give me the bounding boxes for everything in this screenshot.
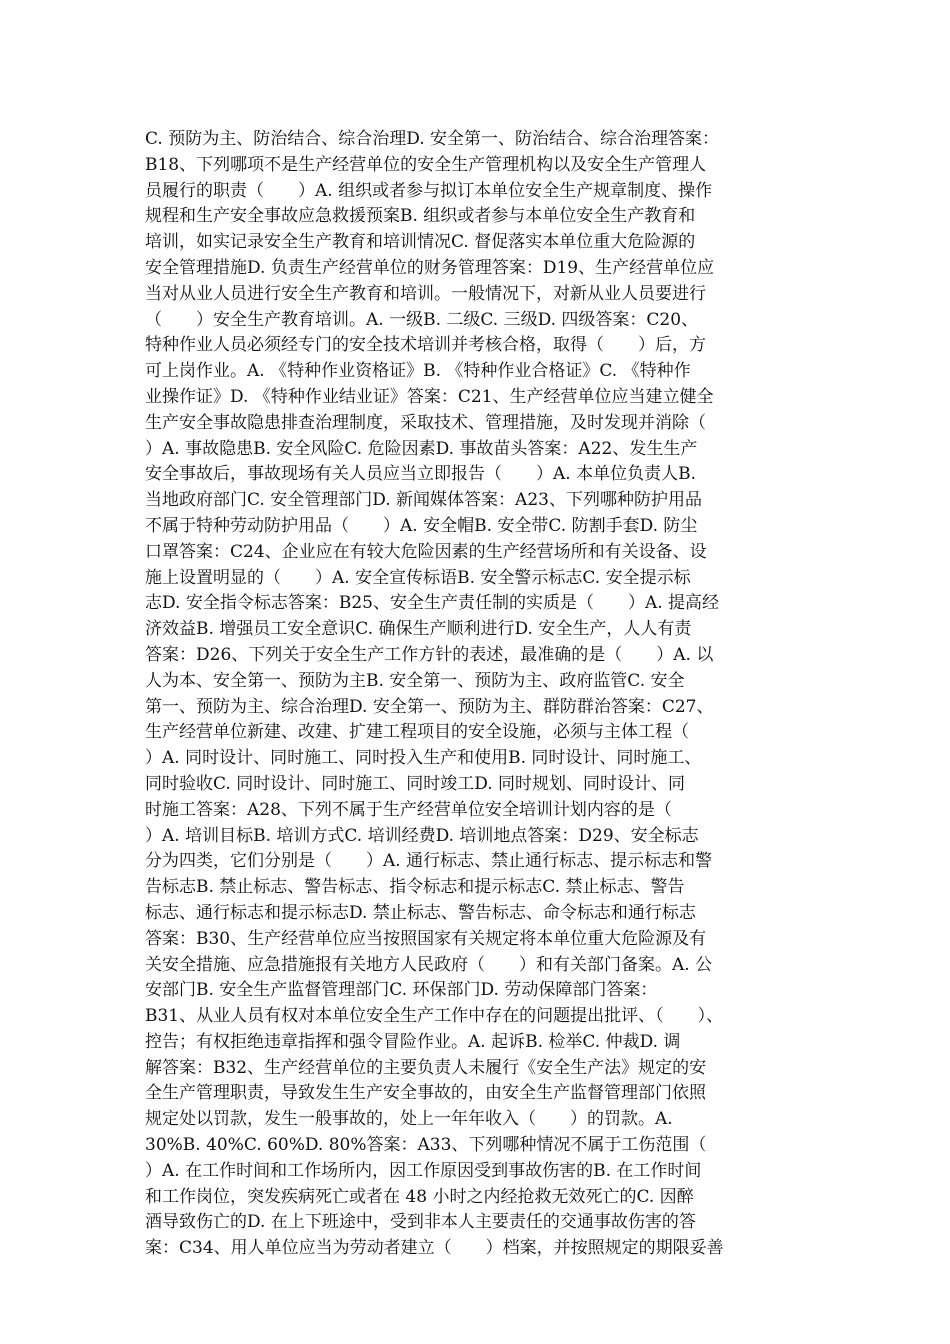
text-line: （ ）安全生产教育培训。A. 一级B. 二级C. 三级D. 四级答案：C20、 (145, 309, 699, 330)
text-line: 规定处以罚款，发生一般事故的，处上一年年收入（ ）的罚款。A. (145, 1109, 673, 1130)
text-line: 口罩答案：C24、企业应在有较大危险因素的生产经营场所和有关设备、设 (145, 541, 707, 562)
text-line: 时施工答案：A28、下列不属于生产经营单位安全培训计划内容的是（ (145, 799, 672, 820)
text-line: 志D. 安全指令标志答案：B25、安全生产责任制的实质是（ ）A. 提高经 (145, 593, 720, 614)
text-line: 当对从业人员进行安全生产教育和培训。一般情况下，对新从业人员要进行 (145, 283, 706, 304)
text-line: 人为本、安全第一、预防为主B. 安全第一、预防为主、政府监管C. 安全 (145, 670, 685, 691)
text-line: 当地政府部门C. 安全管理部门D. 新闻媒体答案：A23、下列哪种防护用品 (145, 490, 702, 511)
text-line: 安全事故后，事故现场有关人员应当立即报告（ ）A. 本单位负责人B. (145, 464, 696, 485)
text-line: 答案：B30、生产经营单位应当按照国家有关规定将本单位重大危险源及有 (145, 928, 707, 949)
text-line: 生产安全事故隐患排查治理制度，采取技术、管理措施，及时发现并消除（ (145, 412, 706, 433)
text-line: 答案：D26、下列关于安全生产工作方针的表述，最准确的是（ ）A. 以 (145, 644, 714, 665)
text-line: 第一、预防为主、综合治理D. 安全第一、预防为主、群防群治答案：C27、 (145, 696, 714, 717)
text-line: 全生产管理职责，导致发生生产安全事故的，由安全生产监督管理部门依照 (145, 1083, 706, 1104)
text-line: 控告；有权拒绝违章指挥和强令冒险作业。A. 起诉B. 检举C. 仲裁D. 调 (145, 1031, 681, 1052)
text-line: 施上设置明显的（ ）A. 安全宣传标语B. 安全警示标志C. 安全提示标 (145, 567, 691, 588)
text-line: B31、从业人员有权对本单位安全生产工作中存在的问题提出批评、（ ）、 (145, 1006, 724, 1027)
text-line: 济效益B. 增强员工安全意识C. 确保生产顺利进行D. 安全生产，人人有责 (145, 619, 692, 640)
text-line: 员履行的职责（ ）A. 组织或者参与拟订本单位安全生产规章制度、操作 (145, 180, 713, 201)
text-line: 安全管理措施D. 负责生产经营单位的财务管理答案：D19、生产经营单位应 (145, 257, 715, 278)
text-line: 不属于特种劳动防护用品（ ）A. 安全帽B. 安全带C. 防割手套D. 防尘 (145, 515, 698, 536)
text-line: 分为四类，它们分别是（ ）A. 通行标志、禁止通行标志、提示标志和警 (145, 851, 713, 872)
text-line: 酒导致伤亡的D. 在上下班途中，受到非本人主要责任的交通事故伤害的答 (145, 1212, 696, 1233)
text-line: 案：C34、用人单位应当为劳动者建立（ ）档案，并按照规定的期限妥善 (145, 1238, 724, 1259)
text-line: 特种作业人员必须经专门的安全技术培训并考核合格，取得（ ）后，方 (145, 335, 706, 356)
text-line: 生产经营单位新建、改建、扩建工程项目的安全设施，必须与主体工程（ (145, 722, 689, 743)
text-line: ）A. 培训目标B. 培训方式C. 培训经费D. 培训地点答案：D29、安全标志 (145, 825, 699, 846)
text-line: 安部门B. 安全生产监督管理部门C. 环保部门D. 劳动保障部门答案： (145, 980, 658, 1001)
text-line: 可上岗作业。A. 《特种作业资格证》B. 《特种作业合格证》C. 《特种作 (145, 361, 691, 382)
text-line: ）A. 在工作时间和工作场所内，因工作原因受到事故伤害的B. 在工作时间 (145, 1160, 702, 1181)
text-line: C. 预防为主、防治结合、综合治理D. 安全第一、防治结合、综合治理答案： (145, 129, 720, 149)
text-line: 标志、通行标志和提示标志D. 禁止标志、警告标志、命令标志和通行标志 (145, 902, 696, 923)
text-line: ）A. 同时设计、同时施工、同时投入生产和使用B. 同时设计、同时施工、 (145, 748, 702, 769)
text-line: 同时验收C. 同时设计、同时施工、同时竣工D. 同时规划、同时设计、同 (145, 773, 686, 794)
text-line: 关安全措施、应急措施报有关地方人民政府（ ）和有关部门备案。A. 公 (145, 954, 713, 975)
text-line: 告标志B. 禁止标志、警告标志、指令标志和提示标志C. 禁止标志、警告 (145, 877, 685, 898)
text-line: 业操作证》D. 《特种作业结业证》答案：C21、生产经营单位应当建立健全 (145, 386, 714, 407)
text-line: B18、下列哪项不是生产经营单位的安全生产管理机构以及安全生产管理人 (145, 154, 707, 175)
text-line: 培训，如实记录安全生产教育和培训情况C. 督促落实本单位重大危险源的 (145, 232, 696, 253)
text-line: 解答案：B32、生产经营单位的主要负责人未履行《安全生产法》规定的安 (145, 1057, 707, 1078)
text-line: 和工作岗位，突发疾病死亡或者在 48 小时之内经抢救无效死亡的C. 因醉 (145, 1186, 694, 1207)
text-line: 规程和生产安全事故应急救援预案B. 组织或者参与本单位安全生产教育和 (145, 206, 696, 227)
text-line: ）A. 事故隐患B. 安全风险C. 危险因素D. 事故苗头答案：A22、发生生产 (145, 438, 698, 459)
document-body (145, 127, 815, 1262)
text-line: 30%B. 40%C. 60%D. 80%答案：A33、下列哪种情况不属于工伤范围（ (145, 1135, 707, 1156)
